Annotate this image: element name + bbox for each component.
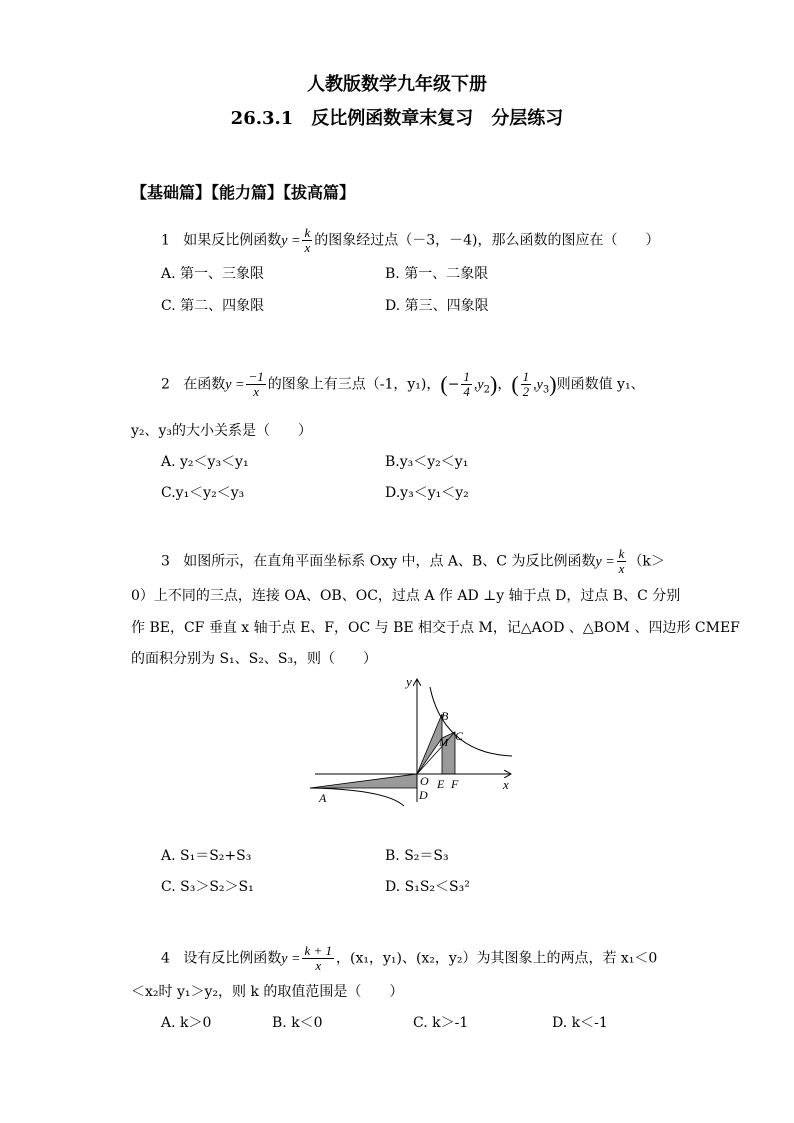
q1-frac-den: x — [304, 240, 311, 255]
q3-option-d: D. S₁S₂＜S₃² — [385, 879, 470, 895]
q2-pre: 在函数 — [183, 376, 226, 393]
q3-figure — [305, 672, 520, 807]
q2-frac-num: −1 — [248, 369, 264, 384]
label-e: E — [437, 777, 445, 791]
q2-fraction — [246, 370, 265, 399]
q4-post: ，(x₁，y₁)、(x₂，y₂）为其图象上的两点，若 x₁＜0 — [336, 950, 658, 967]
q3-option-a: A. S₁＝S₂+S₃ — [161, 848, 252, 864]
q3-stem-line1 — [161, 547, 665, 576]
q2-p2-open: ( — [440, 371, 448, 397]
q4-frac-num: k + 1 — [304, 943, 332, 958]
label-x: x — [503, 777, 509, 792]
q2-p2-num: 1 — [463, 369, 470, 384]
q2-option-b: B.y₃＜y₂＜y₁ — [385, 454, 469, 470]
label-b: B — [441, 709, 449, 723]
q3-frac-den: x — [618, 561, 625, 576]
q4-stem-line2: ＜x₂时 y₁＞y₂，则 k 的取值范围是（ ） — [131, 984, 404, 1000]
q1-frac-num: k — [304, 225, 311, 240]
q4-number: 4 — [161, 950, 170, 967]
q2-post: 则函数值 y₁、 — [556, 376, 645, 393]
q2-p2-minus: − — [447, 376, 460, 393]
label-a: A — [319, 791, 327, 805]
q2-p3-den: 2 — [522, 384, 530, 399]
q3-stem-line4: 的面积分别为 S₁、S₂、S₃，则（ ） — [131, 651, 378, 667]
label-f: F — [451, 777, 459, 791]
q3-frac-num: k — [618, 546, 625, 561]
q4-option-a: A. k＞0 — [161, 1015, 212, 1031]
q2-p3-comma: , — [533, 377, 537, 393]
q2-p3-close: ) — [549, 371, 557, 397]
q3-pre: 如图所示，在直角平面坐标系 Oxy 中，点 A、B、C 为反比例函数 — [183, 553, 596, 570]
q2-frac-den: x — [253, 384, 259, 399]
q4-frac-den: x — [315, 958, 322, 973]
document-subtitle: 26.3.1 反比例函数章末复习 分层练习 — [230, 108, 564, 129]
q2-option-c: C.y₁＜y₂＜y₃ — [161, 485, 245, 501]
q2-p2-y: y — [477, 377, 484, 393]
q1-option-c: C. 第二、四象限 — [161, 298, 265, 314]
q2-option-d: D.y₃＜y₁＜y₂ — [385, 485, 469, 501]
q2-p2-den: 4 — [463, 384, 470, 399]
q2-p3-open: ( — [511, 371, 519, 397]
document-title: 人教版数学九年级下册 — [307, 74, 487, 95]
label-c: C — [455, 729, 464, 743]
label-d: D — [419, 788, 428, 802]
q4-option-d: D. k＜-1 — [552, 1015, 608, 1031]
label-m: M — [439, 737, 449, 749]
q2-stem: 2 在函数y = $\frac{-1}{x}$ 的图象上有三点（-1，y₁)，(− $\frac{1}{4}$ $,y_2$)，( $\frac{1}{2}$ $,y_3$)则函数值 y₁、 — [161, 369, 645, 399]
q1-post: 的图象经过点（－3，－4)，那么函数的图应在（ ） — [314, 232, 660, 249]
q3-stem-line3: 作 BE，CF 垂直 x 轴于点 E、F，OC 与 BE 相交于点 M，记△AOD 、△BOM 、四边形 CMEF — [131, 620, 740, 636]
q2-number: 2 — [161, 376, 170, 393]
q2-p3-y: y — [536, 377, 543, 393]
q2-option-a: A. y₂＜y₃＜y₁ — [161, 454, 249, 470]
q1-pre: 如果反比例函数 — [183, 232, 282, 249]
q2-p2-close: ) — [490, 371, 498, 397]
q4-y: y = — [281, 951, 301, 967]
q2-mid: 的图象上有三点（-1，y₁)， — [267, 376, 441, 393]
q3-stem-line2: 0）上不同的三点，连接 OA、OB、OC，过点 A 作 AD ⊥y 轴于点 D，过点 B、C 分别 — [131, 588, 681, 604]
q4-stem — [161, 944, 657, 973]
q2-p2-fraction — [461, 370, 472, 399]
q3-y: y = — [595, 554, 615, 570]
q3-option-b: B. S₂＝S₃ — [385, 848, 449, 864]
q1-option-a: A. 第一、三象限 — [161, 266, 265, 282]
q2-stem-line2: y₂、y₃的大小关系是（ ） — [131, 423, 313, 439]
q2-p3-num: 1 — [522, 369, 530, 384]
section-tabs: 【基础篇】【能力篇】【拔高篇】 — [131, 183, 356, 202]
q3-fraction — [617, 547, 627, 576]
q1-y: y = — [281, 233, 301, 249]
q4-pre: 设有反比例函数 — [183, 950, 282, 967]
q1-stem — [161, 226, 660, 255]
q3-number: 3 — [161, 553, 170, 570]
q1-number: 1 — [161, 232, 170, 249]
label-y: y — [406, 674, 412, 689]
q1-fraction — [302, 226, 312, 255]
q3-option-c: C. S₃＞S₂＞S₁ — [161, 879, 254, 895]
q4-option-c: C. k＞-1 — [413, 1015, 469, 1031]
q2-p2-comma: , — [473, 377, 478, 393]
q3-post: （k＞ — [628, 553, 665, 570]
triangle-aod — [310, 774, 417, 788]
q4-option-b: B. k＜0 — [272, 1015, 323, 1031]
q4-fraction — [302, 944, 334, 973]
q2-y: y = — [225, 377, 245, 393]
q1-option-d: D. 第三、四象限 — [385, 298, 489, 314]
q1-option-b: B. 第一、二象限 — [385, 266, 489, 282]
label-o: O — [420, 774, 429, 788]
q2-p3-fraction — [521, 370, 532, 399]
